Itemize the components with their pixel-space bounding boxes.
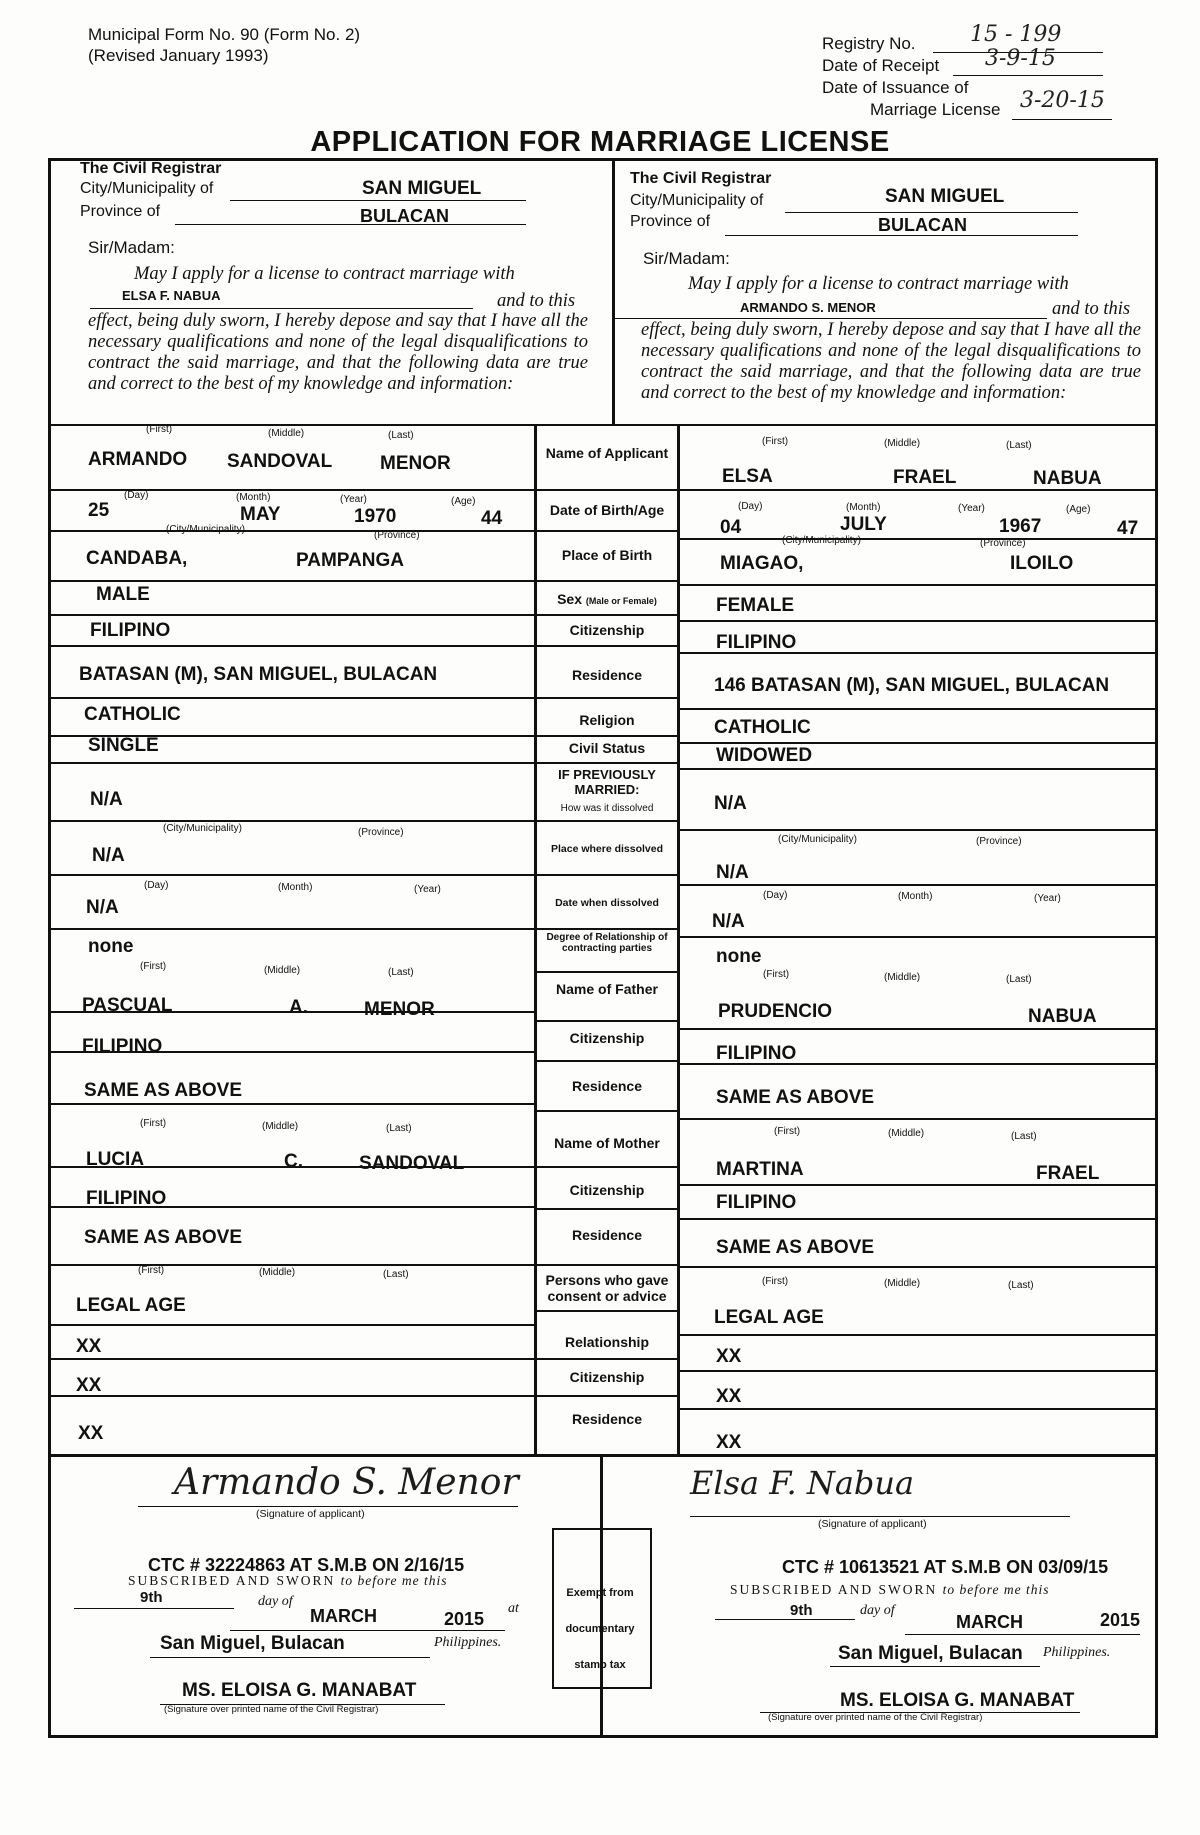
left-father-residence: SAME AS ABOVE: [84, 1080, 243, 1101]
sub-day-2: (Day): [144, 880, 169, 891]
sub-year-r: (Year): [958, 503, 985, 514]
label-relationship: Relationship: [564, 1334, 649, 1350]
intro-left-body-1: May I apply for a license to contract marriage with: [134, 264, 515, 284]
sub-year: (Year): [340, 494, 367, 505]
label-father-residence: Residence: [571, 1078, 643, 1094]
right-ctc: CTC # 10613521 AT S.M.B ON 03/09/15: [782, 1557, 1109, 1577]
left-pob-city: CANDABA,: [86, 548, 188, 569]
left-registrar-name: MS. ELOISA G. MANABAT: [182, 1680, 417, 1701]
label-mother-citizenship: Citizenship: [569, 1182, 645, 1198]
intro-left-registrar: The Civil Registrar: [80, 160, 222, 177]
intro-right-body-1: May I apply for a license to contract marriage with: [688, 274, 1069, 294]
sub-last-r2: (Last): [1006, 974, 1032, 985]
sub-last-2: (Last): [388, 967, 414, 978]
left-at: at: [508, 1601, 519, 1616]
intro-left-province-label: Province of: [80, 203, 161, 220]
sub-last: (Last): [388, 430, 414, 441]
left-father-citizenship: FILIPINO: [82, 1036, 163, 1057]
label-dob: Date of Birth/Age: [549, 502, 665, 518]
sub-last-4: (Last): [383, 1269, 409, 1280]
label-residence: Residence: [571, 667, 643, 683]
label-prev-married: IF PREVIOUSLY MARRIED:: [558, 767, 656, 797]
sub-middle-3: (Middle): [262, 1121, 299, 1132]
exempt-text: Exempt from documentary stamp tax: [565, 1587, 635, 1671]
left-sworn-year: 2015: [444, 1609, 485, 1629]
right-sworn-place: San Miguel, Bulacan: [838, 1643, 1023, 1664]
intro-right-registrar: The Civil Registrar: [630, 170, 772, 187]
registry-label: Registry No.: [822, 34, 916, 53]
sub-citymun-r: (City/Municipality): [782, 535, 861, 546]
right-how-dissolved: N/A: [714, 793, 747, 814]
right-residence: 146 BATASAN (M), SAN MIGUEL, BULACAN: [714, 675, 1110, 696]
left-dob-day: 25: [88, 500, 110, 521]
receipt-label: Date of Receipt: [822, 56, 940, 75]
left-sig-label: (Signature of applicant): [256, 1508, 365, 1520]
right-degree: none: [716, 946, 762, 967]
left-ctc: CTC # 32224863 AT S.M.B ON 2/16/15: [148, 1555, 465, 1575]
right-sworn-month: MARCH: [956, 1612, 1023, 1632]
form-number: Municipal Form No. 90 (Form No. 2): [88, 25, 361, 44]
right-dob-day: 04: [720, 517, 742, 538]
right-to-before: to before me this: [942, 1582, 1050, 1597]
left-mother-first: LUCIA: [86, 1149, 145, 1170]
left-consent-name: LEGAL AGE: [76, 1295, 186, 1316]
right-sex: FEMALE: [716, 595, 795, 616]
sub-first-4: (First): [138, 1265, 165, 1276]
sub-last-r3: (Last): [1011, 1131, 1037, 1142]
sub-first-r3: (First): [774, 1126, 801, 1137]
issuance-value: 3-20-15: [1020, 88, 1105, 113]
label-name-applicant: Name of Applicant: [545, 445, 669, 461]
right-place-dissolved: N/A: [716, 862, 749, 883]
sub-middle-r3: (Middle): [888, 1128, 925, 1139]
right-father-last: NABUA: [1028, 1006, 1097, 1027]
label-sex-text: Sex: [557, 591, 582, 607]
intro-left-salutation: Sir/Madam:: [88, 238, 175, 257]
left-dob-month: MAY: [240, 504, 281, 525]
sub-age: (Age): [451, 496, 476, 507]
receipt-value: 3-9-15: [985, 46, 1056, 71]
left-last-name: MENOR: [380, 453, 451, 474]
left-father-first: PASCUAL: [82, 995, 173, 1016]
right-pob-province: ILOILO: [1010, 553, 1074, 574]
label-father-citizenship: Citizenship: [569, 1030, 645, 1046]
sub-day-r2: (Day): [763, 890, 788, 901]
sub-first: (First): [146, 424, 173, 435]
right-sworn-day: 9th: [790, 1602, 813, 1619]
left-philippines: Philippines.: [434, 1635, 502, 1650]
intro-right-spouse: ARMANDO S. MENOR: [740, 300, 876, 315]
right-day-of: day of: [860, 1603, 895, 1618]
sub-day: (Day): [124, 490, 149, 501]
sub-month-r: (Month): [846, 502, 881, 513]
intro-right-city-label: City/Municipality of: [630, 192, 764, 209]
sub-province-r: (Province): [980, 538, 1026, 549]
left-registrar-label: (Signature over printed name of the Civil Registrar): [164, 1704, 379, 1715]
sub-last-r4: (Last): [1008, 1280, 1034, 1291]
left-sworn-day: 9th: [140, 1589, 163, 1606]
right-mother-citizenship: FILIPINO: [716, 1192, 797, 1213]
right-consent-citizenship: XX: [716, 1386, 742, 1407]
intro-left-body: effect, being duly sworn, I hereby depose and say that I have all the necessary qualifications and none of the legal disqualifications to contract the said marriage, and that the following data are true and correct to the best of my knowledge and information:: [88, 311, 588, 394]
left-father-middle: A.: [289, 997, 308, 1018]
right-age: 47: [1117, 518, 1139, 539]
left-applicant-signature: Armando S. Menor: [174, 1462, 519, 1503]
left-how-dissolved: N/A: [90, 789, 123, 810]
sub-first-2: (First): [140, 961, 167, 972]
left-sworn: [128, 1573, 448, 1589]
label-sex-hint: (Male or Female): [585, 596, 657, 606]
left-sworn-place: San Miguel, Bulacan: [160, 1633, 345, 1654]
sub-month-r2: (Month): [898, 891, 933, 902]
label-mother: Name of Mother: [554, 1135, 660, 1151]
left-sworn-month: MARCH: [310, 1606, 377, 1626]
sub-first-r: (First): [762, 436, 789, 447]
label-consent-citizenship: Citizenship: [569, 1369, 645, 1385]
right-religion: CATHOLIC: [714, 717, 811, 738]
label-father: Name of Father: [556, 981, 658, 997]
intro-left-city-label: City/Municipality of: [80, 180, 214, 197]
left-date-dissolved: N/A: [86, 897, 119, 918]
sub-last-3: (Last): [386, 1123, 412, 1134]
left-mother-last: SANDOVAL: [359, 1153, 465, 1174]
left-degree: none: [88, 936, 134, 957]
left-consent-relationship: XX: [76, 1336, 102, 1357]
left-sworn-text: SUBSCRIBED AND SWORN: [128, 1573, 336, 1588]
right-consent-residence: XX: [716, 1432, 742, 1453]
label-sex: [537, 591, 677, 609]
right-father-first: PRUDENCIO: [718, 1001, 833, 1022]
left-father-last: MENOR: [364, 999, 435, 1020]
sub-middle-4: (Middle): [259, 1267, 296, 1278]
right-philippines: Philippines.: [1043, 1645, 1111, 1660]
sub-age-r: (Age): [1066, 504, 1091, 515]
right-registrar-name: MS. ELOISA G. MANABAT: [840, 1690, 1075, 1711]
sub-middle-r4: (Middle): [884, 1278, 921, 1289]
left-civil-status: SINGLE: [88, 735, 159, 756]
left-pob-province: PAMPANGA: [296, 550, 405, 571]
label-place-dissolved: Place where dissolved: [550, 843, 664, 855]
right-father-citizenship: FILIPINO: [716, 1043, 797, 1064]
intro-right-and-to-this: and to this: [1052, 299, 1131, 319]
label-date-dissolved: Date when dissolved: [555, 897, 659, 909]
issuance-label-2: Marriage License: [870, 100, 1001, 119]
intro-left-province: BULACAN: [360, 206, 449, 226]
label-religion: Religion: [579, 712, 635, 728]
left-mother-residence: SAME AS ABOVE: [84, 1227, 243, 1248]
sub-last-r: (Last): [1006, 440, 1032, 451]
left-citizenship: FILIPINO: [90, 620, 171, 641]
left-religion: CATHOLIC: [84, 704, 181, 725]
label-pob: Place of Birth: [561, 547, 653, 563]
sub-middle-r2: (Middle): [884, 972, 921, 983]
page-title: APPLICATION FOR MARRIAGE LICENSE: [310, 126, 890, 158]
form-revised: (Revised January 1993): [88, 46, 269, 65]
sub-day-r: (Day): [738, 501, 763, 512]
sub-citymun-r2: (City/Municipality): [778, 834, 857, 845]
label-degree: Degree of Relationship of contracting parties: [546, 932, 668, 954]
left-sex: MALE: [96, 584, 150, 605]
sub-month-2: (Month): [278, 882, 313, 893]
intro-right-salutation: Sir/Madam:: [643, 249, 730, 268]
left-middle-name: SANDOVAL: [227, 451, 333, 472]
sub-province: (Province): [374, 530, 420, 541]
left-place-dissolved: N/A: [92, 845, 125, 866]
right-mother-last: FRAEL: [1036, 1163, 1100, 1184]
sub-province-r2: (Province): [976, 836, 1022, 847]
intro-right-province-label: Province of: [630, 213, 711, 230]
left-age: 44: [481, 508, 503, 529]
right-dob-year: 1967: [999, 516, 1042, 537]
left-first-name: ARMANDO: [88, 449, 188, 470]
right-registrar-label: (Signature over printed name of the Civil Registrar): [768, 1712, 983, 1723]
sub-first-r2: (First): [763, 969, 790, 980]
left-residence: BATASAN (M), SAN MIGUEL, BULACAN: [79, 664, 438, 685]
label-civil-status: Civil Status: [568, 740, 646, 756]
sub-citymun-2: (City/Municipality): [163, 823, 242, 834]
intro-right-city: SAN MIGUEL: [885, 186, 1005, 207]
intro-left-and-to-this: and to this: [497, 291, 576, 311]
right-citizenship: FILIPINO: [716, 632, 797, 653]
label-consent: Persons who gave consent or advice: [545, 1272, 669, 1304]
left-consent-citizenship: XX: [76, 1375, 102, 1396]
intro-right-body: effect, being duly sworn, I hereby depose and say that I have all the necessary qualifications and none of the legal disqualifications to contract the said marriage, and that the following data are true and correct to the best of my knowledge and information:: [641, 320, 1141, 403]
right-last-name: NABUA: [1033, 468, 1102, 489]
sub-year-r2: (Year): [1034, 893, 1061, 904]
sub-middle-r: (Middle): [884, 438, 921, 449]
sub-first-3: (First): [140, 1118, 167, 1129]
sub-middle: (Middle): [268, 428, 305, 439]
label-mother-residence: Residence: [571, 1227, 643, 1243]
right-sworn-text: SUBSCRIBED AND SWORN: [730, 1582, 938, 1597]
right-first-name: ELSA: [722, 466, 773, 487]
left-mother-citizenship: FILIPINO: [86, 1188, 167, 1209]
label-consent-residence: Residence: [571, 1411, 643, 1427]
sub-middle-2: (Middle): [264, 965, 301, 976]
right-civil-status: WIDOWED: [716, 745, 813, 766]
right-middle-name: FRAEL: [893, 467, 957, 488]
right-date-dissolved: N/A: [712, 911, 745, 932]
label-how-dissolved: How was it dissolved: [560, 803, 654, 814]
right-consent-relationship: XX: [716, 1346, 742, 1367]
sub-month: (Month): [236, 492, 271, 503]
issuance-label: Date of Issuance of: [822, 78, 969, 97]
label-citizenship: Citizenship: [569, 622, 645, 638]
right-consent-name: LEGAL AGE: [714, 1307, 824, 1328]
registry-value: 15 - 199: [970, 22, 1062, 47]
right-dob-month: JULY: [840, 514, 887, 535]
intro-left-city: SAN MIGUEL: [362, 178, 482, 199]
sub-citymun: (City/Municipality): [166, 524, 245, 535]
left-dob-year: 1970: [354, 506, 397, 527]
intro-left-spouse: ELSA F. NABUA: [122, 288, 221, 303]
left-mother-middle: C.: [284, 1151, 303, 1172]
right-pob-city: MIAGAO,: [720, 553, 804, 574]
sub-year-2: (Year): [414, 884, 441, 895]
left-consent-residence: XX: [78, 1423, 104, 1444]
right-applicant-signature: Elsa F. Nabua: [690, 1464, 915, 1502]
intro-right-province: BULACAN: [878, 215, 967, 235]
left-day-of: day of: [258, 1594, 293, 1609]
sub-first-r4: (First): [762, 1276, 789, 1287]
right-sworn-year: 2015: [1100, 1610, 1141, 1630]
right-father-residence: SAME AS ABOVE: [716, 1087, 875, 1108]
right-sworn: [730, 1582, 1050, 1598]
sub-province-2: (Province): [358, 827, 404, 838]
right-mother-first: MARTINA: [716, 1159, 804, 1180]
right-mother-residence: SAME AS ABOVE: [716, 1237, 875, 1258]
left-to-before: to before me this: [340, 1573, 448, 1588]
right-sig-label: (Signature of applicant): [818, 1518, 927, 1530]
